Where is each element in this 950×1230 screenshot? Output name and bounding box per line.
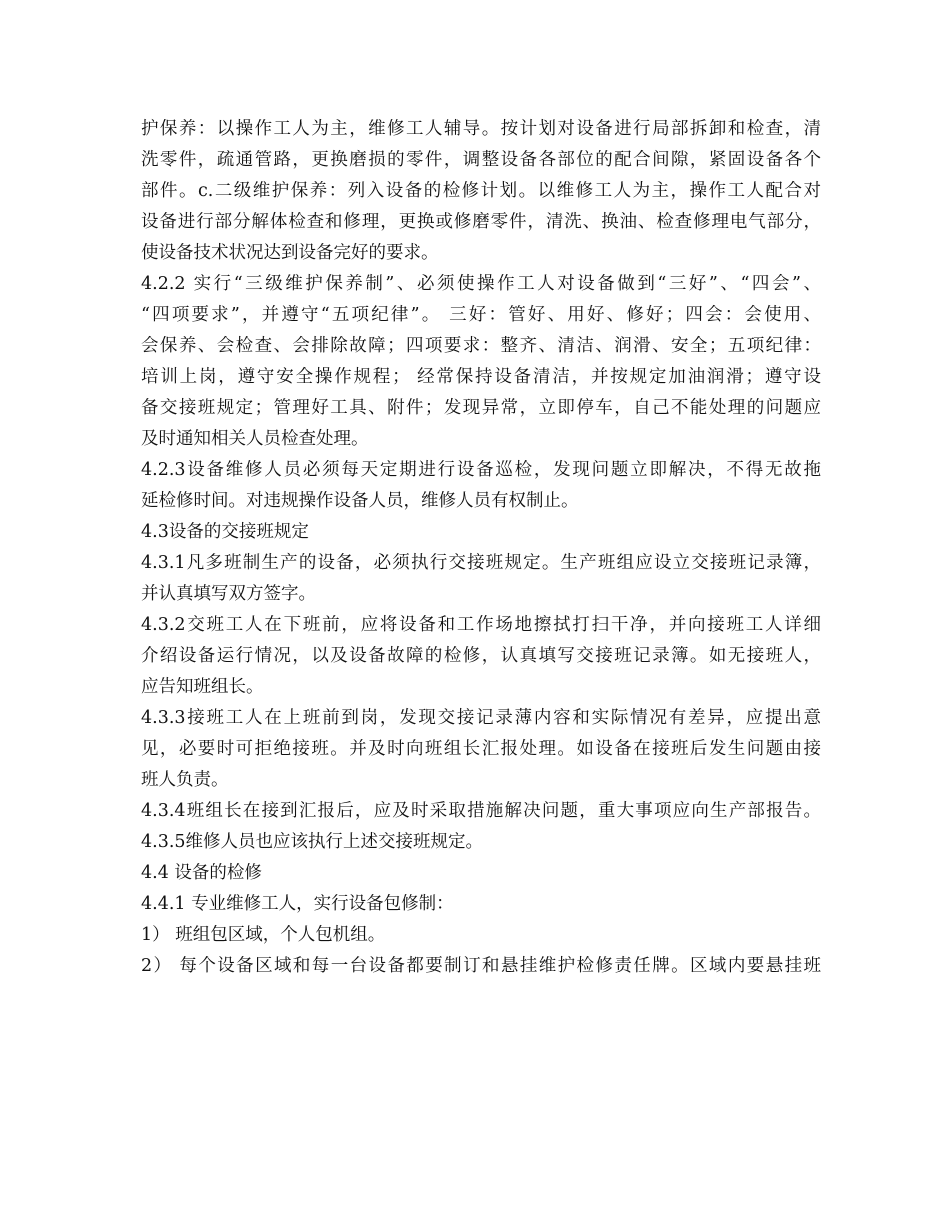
text-line: 2） 每个设备区域和每一台设备都要制订和悬挂维护检修责任牌。区域内要悬挂班 xyxy=(141,956,821,976)
text-line: 4.2.3设备维修人员必须每天定期进行设备巡检，发现问题立即解决，不得无故拖 xyxy=(141,460,821,480)
text-line: 培训上岗，遵守安全操作规程； 经常保持设备清洁，并按规定加油润滑；遵守设 xyxy=(141,367,821,387)
text-line: 4.3.3接班工人在上班前到岗，发现交接记录薄内容和实际情况有差异，应提出意 xyxy=(141,708,821,728)
text-line: 介绍设备运行情况，以及设备故障的检修，认真填写交接班记录簿。如无接班人， xyxy=(141,646,821,666)
text-line: 及时通知相关人员检查处理。 xyxy=(141,429,369,449)
text-line: 4.3.1凡多班制生产的设备，必须执行交接班规定。生产班组应设立交接班记录簿， xyxy=(141,553,821,573)
text-line: 班人负责。 xyxy=(141,770,229,790)
text-line: 设备进行部分解体检查和修理，更换或修磨零件，清洗、换油、检查修理电气部分， xyxy=(141,212,821,232)
text-line: 4.3.2交班工人在下班前，应将设备和工作场地擦拭打扫干净，并向接班工人详细 xyxy=(141,615,821,635)
text-line: 护保养：以操作工人为主，维修工人辅导。按计划对设备进行局部拆卸和检查，清 xyxy=(141,119,821,139)
text-line: 延检修时间。对违规操作设备人员，维修人员有权制止。 xyxy=(141,491,579,511)
text-line: 见，必要时可拒绝接班。并及时向班组长汇报处理。如设备在接班后发生问题由接 xyxy=(141,739,821,759)
text-line: 应告知班组长。 xyxy=(141,677,264,697)
text-line: 使设备技术状况达到设备完好的要求。 xyxy=(141,243,439,263)
text-line: 4.4.1 专业维修工人，实行设备包修制： xyxy=(141,894,454,914)
text-line: 洗零件，疏通管路，更换磨损的零件，调整设备各部位的配合间隙，紧固设备各个 xyxy=(141,150,821,170)
text-line: 4.3.5维修人员也应该执行上述交接班规定。 xyxy=(141,832,484,852)
text-line: 4.3设备的交接班规定 xyxy=(141,522,309,542)
text-line: 部件。c.二级维护保养：列入设备的检修计划。以维修工人为主，操作工人配合对 xyxy=(141,181,821,201)
document-body xyxy=(141,114,821,982)
text-line: 4.2.2 实行“三级维护保养制”、必须使操作工人对设备做到“三好”、“四会”、 xyxy=(141,274,821,294)
text-line: 1） 班组包区域，个人包机组。 xyxy=(141,925,386,945)
text-line: 4.4 设备的检修 xyxy=(141,863,262,883)
text-line: 并认真填写双方签字。 xyxy=(141,584,316,604)
text-line: “四项要求”，并遵守“五项纪律”。 三好：管好、用好、修好；四会：会使用、 xyxy=(141,305,821,325)
text-line: 会保养、会检查、会排除故障；四项要求：整齐、清洁、润滑、安全；五项纪律： xyxy=(141,336,821,356)
text-line: 4.3.4班组长在接到汇报后，应及时采取措施解决问题，重大事项应向生产部报告。 xyxy=(141,801,821,821)
text-line: 备交接班规定；管理好工具、附件；发现异常，立即停车，自己不能处理的问题应 xyxy=(141,398,821,418)
